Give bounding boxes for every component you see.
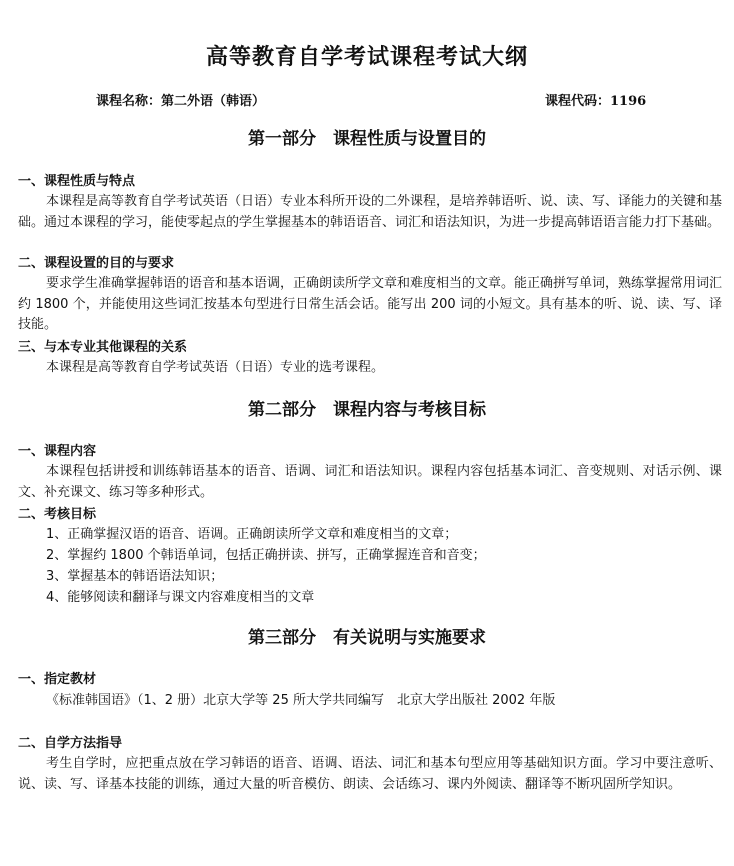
part1-heading: 第一部分 课程性质与设置目的 [248,129,486,149]
part1-section3-title: 三、与本专业其他课程的关系 [18,340,188,355]
part1-section2-text: 要求学生准确掌握韩语的语音和基本语调，正确朗读所学文章和难度相当的文章。能正确拼写单词，熟练掌握常用词汇约 1800 个，并能使用这些词汇按基本句型进行日常生活会话。能写出 200 词的小短文。具有基本的听、说、读、写、译技能。 [18,276,723,333]
part1-section1-title: 一、课程性质与特点 [18,174,136,189]
part2-section1-title: 一、课程内容 [18,444,97,459]
part3-section2-title: 二、自学方法指导 [18,736,123,751]
document-title: 高等教育自学考试课程考试大纲 [205,44,528,70]
course-code: 课程代码：1196 [545,94,647,109]
part1-section3-text: 本课程是高等教育自学考试英语（日语）专业的选考课程。 [46,360,385,375]
objective-item: 1、正确掌握汉语的语音、语调。正确朗读所学文章和难度相当的文章； [46,527,458,542]
part2-heading: 第二部分 课程内容与考核目标 [248,400,486,420]
objective-item: 2、掌握约 1800 个韩语单词，包括正确拼读、拼写，正确掌握连音和音变； [46,548,486,563]
part3-section1-title: 一、指定教材 [18,672,97,687]
part2-section1-text: 本课程包括讲授和训练韩语基本的语音、语调、词汇和语法知识。课程内容包括基本词汇、音变规则、对话示例、课文、补充课文、练习等多种形式。 [18,464,722,500]
part3-heading: 第三部分 有关说明与实施要求 [248,628,486,648]
part1-section1-text: 本课程是高等教育自学考试英语（日语）专业本科所开设的二外课程，是培养韩语听、说、读、写、译能力的关键和基础。通过本课程的学习，能使零起点的学生掌握基本的韩语语音、词汇和语法知识，为进一步提高韩语语言能力打下基础。 [18,194,723,230]
part2-section2-title: 二、考核目标 [18,507,97,522]
part3-section1-text: 《标准韩国语》（1、2 册）北京大学等 25 所大学共同编写 北京大学出版社 2002 年版 [46,693,556,708]
course-name: 课程名称：第二外语（韩语） [96,94,266,109]
objective-item: 4、能够阅读和翻译与课文内容难度相当的文章 [46,590,315,605]
part1-section2-title: 二、课程设置的目的与要求 [18,256,175,271]
objective-item: 3、掌握基本的韩语语法知识； [46,569,224,584]
part3-section2-text: 考生自学时，应把重点放在学习韩语的语音、语调、语法、词汇和基本句型应用等基础知识方面。学习中要注意听、说、读、写、译基本技能的训练，通过大量的听音模仿、朗读、会话练习、课内外阅读、翻译等不断巩固所学知识。 [18,756,722,792]
